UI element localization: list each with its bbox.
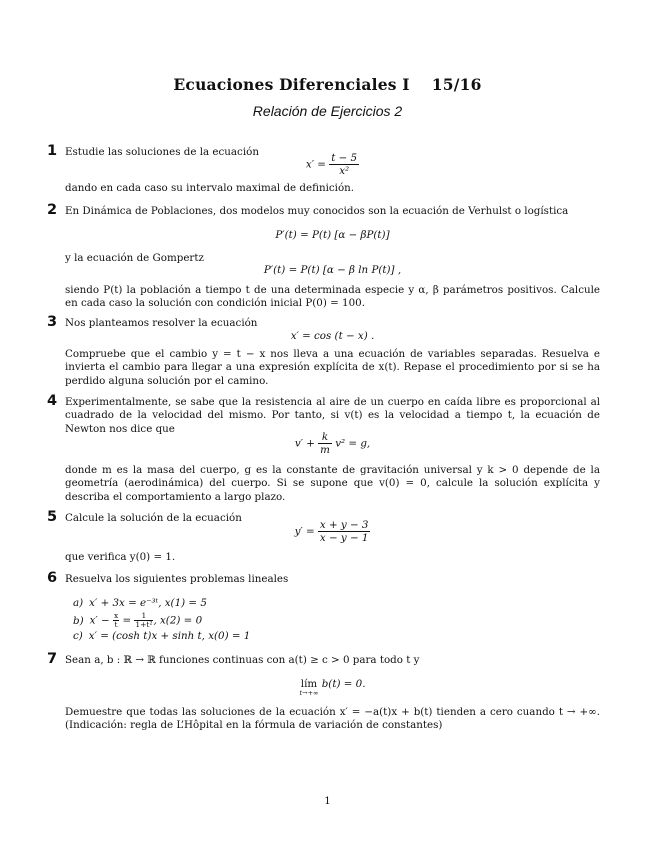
fraction-denominator: x²: [339, 165, 350, 177]
problem-3-intro: Nos planteamos resolver la ecuación: [65, 317, 258, 329]
fraction: [318, 519, 371, 544]
problem-6-number: 6: [47, 570, 58, 586]
problem-1-intro: Estudie las soluciones de la ecuación: [65, 146, 259, 158]
problem-5-text: que verifica y(0) = 1.: [65, 551, 176, 563]
problem-6-intro: Resuelva los siguientes problemas lineales: [65, 573, 289, 585]
limit-expression: b(t) = 0.: [321, 678, 366, 690]
item-label: a): [73, 597, 84, 609]
problem-2-text: siendo P(t) la población a tiempo t de una determinada especie y α, β parámetros positivos. Calcule en cada caso la solución con condición inicial P(0) = 100.: [65, 284, 600, 310]
course-title: Ecuaciones Diferenciales I: [173, 75, 410, 94]
fraction-denominator: x − y − 1: [319, 532, 369, 544]
problem-6-item-b: [73, 612, 202, 629]
problem-4-text: donde m es la masa del cuerpo, g es la constante de gravitación universal y k > 0 depende de la geometría (aerodinámica) del cuerpo. Si se supone que v(0) = 0, calcule la solución explícita y describa el comportamiento a largo plazo.: [65, 464, 600, 503]
fraction-denominator: t: [114, 620, 118, 629]
equation-lhs: y′ =: [294, 525, 315, 538]
problem-2-equation-gompertz: P′(t) = P(t) [α − β ln P(t)] ,: [263, 264, 402, 276]
item-equation-end: , x(2) = 0: [153, 614, 203, 627]
item-equation-start: x′ −: [89, 614, 110, 627]
fraction: [318, 431, 332, 456]
problem-1-text: dando en cada caso su intervalo maximal de definición.: [65, 182, 355, 194]
small-fraction: [113, 612, 119, 629]
limit-subscript: t→+∞: [299, 689, 319, 697]
problem-4-equation: [65, 431, 600, 456]
equals-sign: =: [122, 614, 132, 627]
problem-2-mid: y la ecuación de Gompertz: [65, 252, 204, 264]
limit-operator: [300, 678, 319, 697]
fraction-denominator: m: [320, 444, 330, 456]
problem-2-number: 2: [47, 202, 58, 218]
document-title: [0, 75, 655, 94]
item-label: b): [73, 614, 84, 627]
problem-5-number: 5: [47, 509, 58, 525]
problem-7-number: 7: [47, 651, 58, 667]
problem-2-equation-verhulst: P′(t) = P(t) [α − βP(t)]: [275, 229, 390, 241]
equation-rhs: v² = g,: [335, 437, 371, 450]
small-fraction: [134, 612, 153, 629]
fraction-numerator: k: [318, 431, 332, 444]
equation-lhs: v′ +: [294, 437, 315, 450]
limit-word: lím: [300, 678, 318, 690]
problem-4-number: 4: [47, 393, 58, 409]
fraction-numerator: x + y − 3: [319, 519, 369, 531]
fraction-numerator: 1: [134, 612, 153, 621]
fraction-denominator: 1+t²: [135, 620, 153, 629]
problem-7-text: Demuestre que todas las soluciones de la ecuación x′ = −a(t)x + b(t) tienden a cero cuando t → +∞. (Indicación: regla de L’Hôpital en la fórmula de variación de constantes): [65, 706, 600, 732]
page-number: 1: [324, 795, 331, 807]
problem-5-equation: [65, 519, 600, 544]
item-equation: x′ + 3x = e⁻³ᵗ, x(1) = 5: [89, 597, 207, 609]
problem-6-item-a: [73, 597, 207, 609]
item-label: c): [73, 630, 83, 642]
problem-1-number: 1: [47, 143, 58, 159]
problem-1-equation: [65, 152, 600, 177]
fraction-numerator: x: [113, 611, 119, 620]
problem-6-item-c: [73, 630, 250, 642]
problem-3-equation: x′ = cos (t − x) .: [290, 330, 375, 342]
problem-4-intro: Experimentalmente, se sabe que la resistencia al aire de un cuerpo en caída libre es proporcional al cuadrado de la velocidad del mismo. Por tanto, si v(t) es la velocidad a tiempo t, la ecuación de Newton nos dice que: [65, 396, 600, 435]
document-subtitle: Relación de Ejercicios 2: [252, 103, 403, 119]
problem-7-limit-equation: [65, 678, 600, 697]
problem-3-text: Compruebe que el cambio y = t − x nos lleva a una ecuación de variables separadas. Resuelva e invierta el cambio para llegar a una expresión explícita de x(t). Repase el procedimiento por si se ha perdido alguna solución por el camino.: [65, 348, 600, 387]
problem-3-number: 3: [47, 314, 58, 330]
problem-2-intro: En Dinámica de Poblaciones, dos modelos muy conocidos son la ecuación de Verhulst o logística: [65, 205, 569, 217]
item-equation: x′ = (cosh t)x + sinh t, x(0) = 1: [88, 630, 251, 642]
academic-year: 15/16: [431, 75, 482, 94]
problem-5-intro: Calcule la solución de la ecuación: [65, 512, 242, 524]
fraction: [329, 152, 359, 177]
equation-lhs: x′ =: [305, 158, 326, 171]
fraction-numerator: t − 5: [331, 152, 358, 164]
problem-7-intro: Sean a, b : ℝ → ℝ funciones continuas con a(t) ≥ c > 0 para todo t y: [65, 654, 420, 666]
